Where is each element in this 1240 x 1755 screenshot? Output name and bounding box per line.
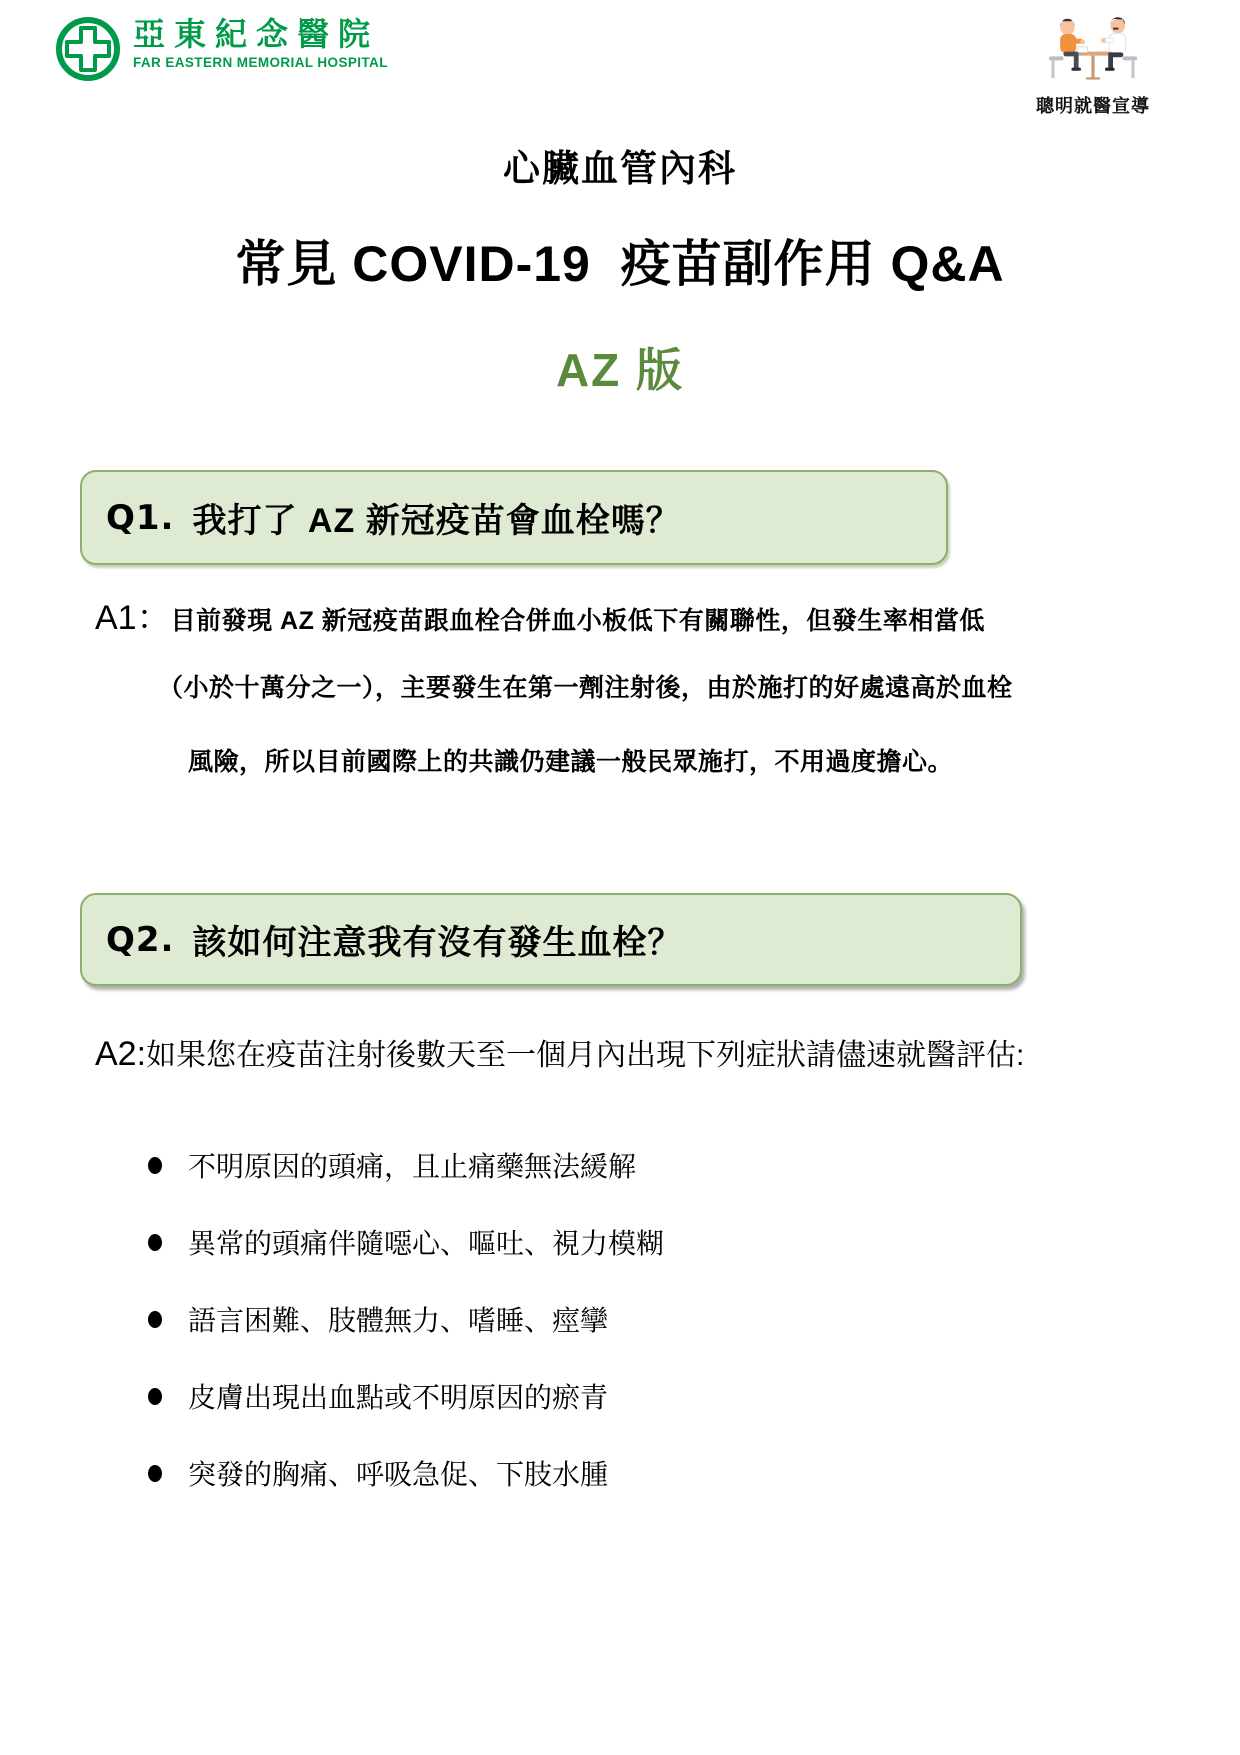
symptom-text: 語言困難、肢體無力、嗜睡、痙攣: [188, 1305, 609, 1336]
answer-1-line-1: [95, 590, 985, 639]
hospital-name-block: [133, 16, 388, 70]
promo-block: [1018, 10, 1168, 118]
symptom-list: [148, 1148, 664, 1533]
symptom-item: [148, 1225, 664, 1259]
bullet-icon: [148, 1388, 162, 1405]
hospital-cross-icon: [55, 16, 121, 87]
answer-2-line: [95, 1030, 1024, 1074]
doctor-patient-consultation-icon: [1041, 10, 1145, 90]
symptom-text: 皮膚出現出血點或不明原因的瘀青: [188, 1382, 609, 1413]
hospital-name-en: FAR EASTERN MEMORIAL HOSPITAL: [133, 54, 388, 70]
question-1-box: [80, 470, 948, 565]
bullet-icon: [148, 1234, 162, 1251]
question-1-label: Q1.: [106, 497, 175, 538]
question-2-label: Q2.: [106, 919, 175, 960]
answer-1-text: 目前發現 AZ 新冠疫苗跟血栓合併血小板低下有關聯性，但發生率相當低: [170, 607, 985, 635]
promo-caption: 聰明就醫宣導: [1036, 96, 1150, 116]
question-2-text: 該如何注意我有沒有發生血栓？: [192, 924, 683, 962]
symptom-text: 突發的胸痛、呼吸急促、下肢水腫: [188, 1459, 609, 1490]
hospital-logo: [55, 16, 388, 87]
answer-1-line-3: 風險，所以目前國際上的共識仍建議一般民眾施打，不用過度擔心。: [188, 748, 954, 776]
question-2-box: [80, 893, 1022, 986]
answer-1-line-2: （小於十萬分之一），主要發生在第一劑注射後，由於施打的好處遠高於血栓: [158, 674, 1013, 702]
page-title: 常見 COVID-19 疫苗副作用 Q&A: [235, 236, 1005, 292]
symptom-item: [148, 1379, 664, 1413]
symptom-item: [148, 1302, 664, 1336]
answer-2-text: 如果您在疫苗注射後數天至一個月內出現下列症狀請儘速就醫評估:: [146, 1039, 1025, 1072]
answer-2-label: A2:: [95, 1035, 147, 1073]
answer-1-label: A1：: [95, 599, 171, 637]
symptom-item: [148, 1456, 664, 1490]
symptom-item: [148, 1148, 664, 1182]
bullet-icon: [148, 1465, 162, 1482]
question-1-text: 我打了 AZ 新冠疫苗會血栓嗎？: [192, 502, 681, 540]
symptom-text: 不明原因的頭痛，且止痛藥無法緩解: [188, 1151, 637, 1182]
bullet-icon: [148, 1157, 162, 1174]
department-title: 心臟血管內科: [503, 148, 737, 189]
hospital-name-zh: 亞東紀念醫院: [133, 15, 380, 53]
version-title: AZ 版: [555, 344, 685, 396]
symptom-text: 異常的頭痛伴隨噁心、嘔吐、視力模糊: [188, 1228, 665, 1259]
bullet-icon: [148, 1311, 162, 1328]
